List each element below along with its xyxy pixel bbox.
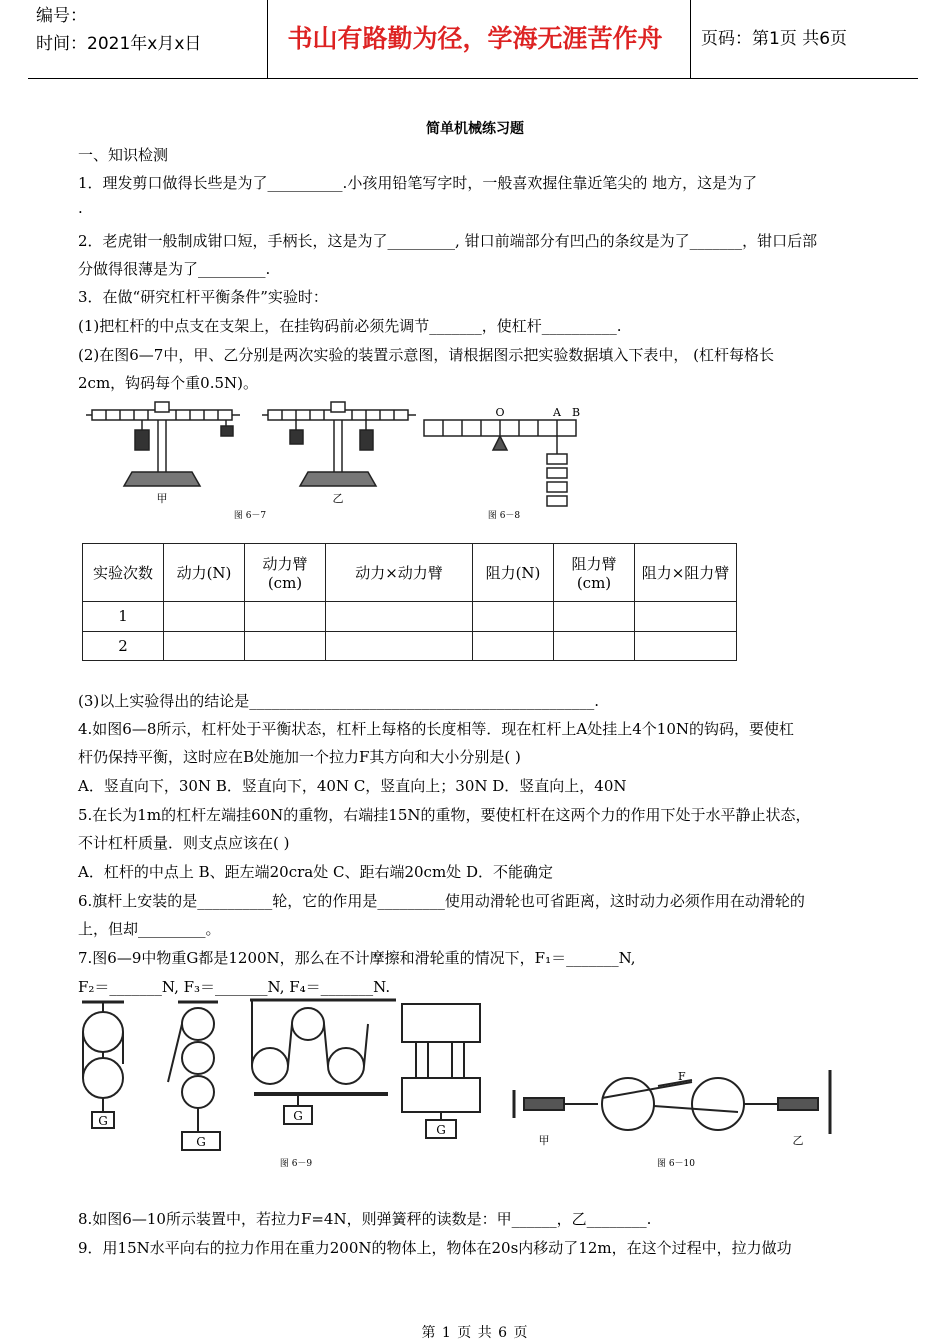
table-header-cell: 实验次数 xyxy=(83,544,164,602)
table-header-cell: 动力×动力臂 xyxy=(326,544,473,602)
lever-figures-6-7-6-8 xyxy=(82,398,602,524)
label-g-2: G xyxy=(196,1135,206,1149)
document-title: 简单机械练习题 xyxy=(426,121,524,137)
text-line: A．竖直向下，30N B．竖直向下，40N C，竖直向上；30N D．竖直向上，40N xyxy=(78,777,627,795)
text-line: 3．在做“研究杠杆平衡条件”实验时： xyxy=(78,288,328,306)
label-yi-2: 乙 xyxy=(792,1134,804,1147)
pulley-set-6-9 xyxy=(82,1000,480,1150)
lever-yi xyxy=(262,402,416,486)
caption-fig-6-8: 图 6－8 xyxy=(487,511,521,521)
text-line: (3)以上实验得出的结论是______________________________________________. xyxy=(78,692,600,710)
label-yi: 乙 xyxy=(332,492,344,505)
table-header-cell: 阻力臂(cm) xyxy=(554,544,635,602)
text-line: 上，但却_________。 xyxy=(78,920,221,938)
text-line: . xyxy=(78,199,83,217)
table-cell: 1 xyxy=(83,602,164,632)
text-line: F₂＝_______N, F₃＝_______N, F₄＝_______N. xyxy=(78,978,391,996)
text-line: (2)在图6—7中，甲、乙分别是两次实验的装置示意图，请根据图示把实验数据填入下表中， (杠杆每格长 xyxy=(78,346,774,364)
label-b: B xyxy=(571,406,581,419)
table-cell xyxy=(554,631,635,661)
table-cell xyxy=(554,602,635,632)
table-header-row xyxy=(83,544,737,602)
table-cell xyxy=(326,631,473,661)
caption-fig-6-9: 图 6－9 xyxy=(279,1159,313,1169)
table-cell xyxy=(473,602,554,632)
text-line: 7.图6—9中物重G都是1200N，那么在不计摩擦和滑轮重的情况下，F₁＝_______N, xyxy=(78,949,636,967)
table-cell xyxy=(164,602,245,632)
pulley-figures-6-9-6-10 xyxy=(78,994,858,1178)
label-f: F xyxy=(678,1070,686,1083)
caption-fig-6-7: 图 6－7 xyxy=(233,511,267,521)
text-line: (1)把杠杆的中点支在支架上，在挂钩码前必须先调节_______，使杠杆__________. xyxy=(78,317,622,335)
table-row xyxy=(83,602,737,632)
text-line: 杆仍保持平衡，这时应在B处施加一个拉力F其方向和大小分别是( ) xyxy=(78,748,521,766)
lever-jia xyxy=(86,402,240,486)
text-line: 不计杠杆质量．则支点应该在( ) xyxy=(78,834,290,852)
label-jia-2: 甲 xyxy=(538,1134,550,1147)
text-line: 分做得很薄是为了_________. xyxy=(78,260,271,278)
text-line: 9．用15N水平向右的拉力作用在重力200N的物体上，物体在20s内移动了12m，在这个过程中，拉力做功 xyxy=(78,1239,792,1257)
table-cell xyxy=(164,631,245,661)
text-line: 2cm，钩码每个重0.5N)。 xyxy=(78,374,259,392)
label-a: A xyxy=(553,406,561,419)
caption-fig-6-10: 图 6－10 xyxy=(656,1159,696,1169)
label-g-3: G xyxy=(293,1109,303,1123)
table-header-cell: 动力臂(cm) xyxy=(245,544,326,602)
table-header-cell: 动力(N) xyxy=(164,544,245,602)
header-meta xyxy=(28,0,268,78)
table-cell xyxy=(245,631,326,661)
table-cell xyxy=(473,631,554,661)
page-header xyxy=(28,0,918,79)
table-cell xyxy=(245,602,326,632)
label-g-4: G xyxy=(436,1123,446,1137)
experiment-table xyxy=(82,543,737,661)
section-heading: 一、知识检测 xyxy=(78,146,169,164)
header-page-label: 页码：第1页 共6页 xyxy=(701,29,848,49)
label-o: O xyxy=(495,406,505,419)
label-jia: 甲 xyxy=(156,492,168,505)
text-line: 2．老虎钳一般制成钳口短，手柄长，这是为了_________, 钳口前端部分有凹凸的条纹是为了_______，钳口后部 xyxy=(78,232,818,250)
text-line: A．杠杆的中点上 B、距左端20cra处 C、距右端20cm处 D．不能确定 xyxy=(78,863,553,881)
number-label: 编号： xyxy=(36,6,87,26)
text-line: 8.如图6—10所示装置中，若拉力F=4N，则弹簧秤的读数是：甲______，乙________. xyxy=(78,1210,652,1228)
lever-fig-6-8 xyxy=(424,420,576,506)
table-cell xyxy=(635,631,737,661)
table-header-cell: 阻力(N) xyxy=(473,544,554,602)
text-line: 6.旗杆上安装的是__________轮，它的作用是_________使用动滑轮也可省距离，这时动力必须作用在动滑轮的 xyxy=(78,892,805,910)
text-line: 5.在长为1m的杠杆左端挂60N的重物，右端挂15N的重物，要使杠杆在这两个力的作用下处于水平静止状态， xyxy=(78,806,811,824)
label-g-1: G xyxy=(98,1114,108,1128)
table-header-cell: 阻力×阻力臂 xyxy=(635,544,737,602)
table-row xyxy=(83,631,737,661)
text-line: 1．理发剪口做得长些是为了__________.小孩用铅笔写字时，一般喜欢握住靠近笔尖的 地方，这是为了 xyxy=(78,174,758,192)
time-label: 时间：2021年x月x日 xyxy=(36,34,202,54)
header-motto: 书山有路勤为径，学海无涯苦作舟 xyxy=(260,0,691,78)
table-cell xyxy=(326,602,473,632)
page-footer: 第 1 页 共 6 页 xyxy=(421,1325,529,1341)
text-line: 4.如图6—8所示，杠杆处于平衡状态，杠杆上每格的长度相等．现在杠杆上A处挂上4个10N的钩码，要使杠 xyxy=(78,720,794,738)
table-cell xyxy=(635,602,737,632)
pulley-set-6-10 xyxy=(514,1070,830,1134)
table-cell: 2 xyxy=(83,631,164,661)
